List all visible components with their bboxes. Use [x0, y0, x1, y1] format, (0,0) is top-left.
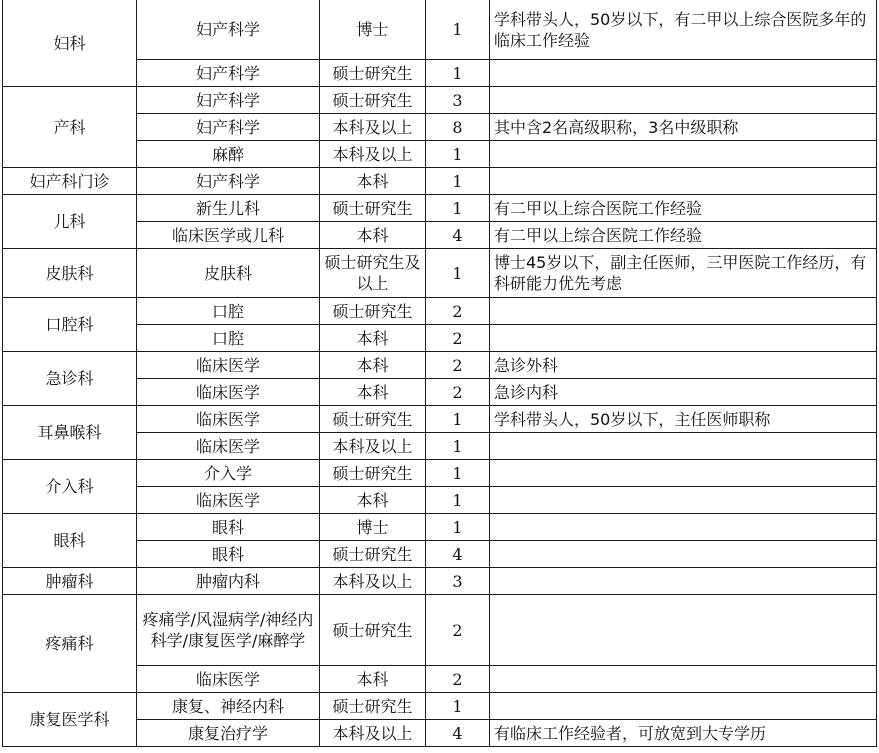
- major-cell[interactable]: 临床医学: [137, 433, 320, 460]
- major-cell[interactable]: 临床医学: [137, 379, 320, 406]
- table-row: [3, 168, 877, 195]
- requirement-cell[interactable]: [490, 487, 877, 514]
- degree-cell[interactable]: 硕士研究生: [320, 595, 426, 666]
- department-cell[interactable]: 妇产科门诊: [3, 168, 137, 195]
- recruitment-table-body: [3, 0, 877, 747]
- table-row: [3, 195, 877, 222]
- degree-cell[interactable]: 硕士研究生: [320, 195, 426, 222]
- department-cell[interactable]: 介入科: [3, 460, 137, 514]
- table-row: [3, 406, 877, 433]
- table-row: [3, 568, 877, 595]
- requirement-cell[interactable]: [490, 141, 877, 168]
- requirement-cell[interactable]: [490, 433, 877, 460]
- count-cell[interactable]: 1: [426, 406, 490, 433]
- requirement-cell[interactable]: [490, 298, 877, 325]
- count-cell[interactable]: 2: [426, 666, 490, 693]
- major-cell[interactable]: 介入学: [137, 460, 320, 487]
- department-cell[interactable]: 耳鼻喉科: [3, 406, 137, 460]
- requirement-cell[interactable]: 博士45岁以下，副主任医师，三甲医院工作经历，有科研能力优先考虑: [490, 249, 877, 298]
- count-cell[interactable]: 8: [426, 114, 490, 141]
- degree-cell[interactable]: 本科: [320, 666, 426, 693]
- table-row: [3, 595, 877, 666]
- degree-cell[interactable]: 硕士研究生: [320, 298, 426, 325]
- requirement-cell[interactable]: [490, 168, 877, 195]
- department-cell[interactable]: 肿瘤科: [3, 568, 137, 595]
- major-cell[interactable]: 口腔: [137, 298, 320, 325]
- degree-cell[interactable]: 博士: [320, 514, 426, 541]
- degree-cell[interactable]: 硕士研究生: [320, 693, 426, 720]
- major-cell[interactable]: 妇产科学: [137, 87, 320, 114]
- department-cell[interactable]: 口腔科: [3, 298, 137, 352]
- major-cell[interactable]: 康复治疗学: [137, 720, 320, 747]
- recruitment-table: [2, 0, 877, 747]
- requirement-cell[interactable]: 有二甲以上综合医院工作经验: [490, 195, 877, 222]
- requirement-cell[interactable]: 有临床工作经验者，可放宽到大专学历: [490, 720, 877, 747]
- requirement-cell[interactable]: [490, 666, 877, 693]
- count-cell[interactable]: 1: [426, 514, 490, 541]
- count-cell[interactable]: 1: [426, 168, 490, 195]
- degree-cell[interactable]: 本科: [320, 487, 426, 514]
- major-cell[interactable]: 妇产科学: [137, 114, 320, 141]
- requirement-cell[interactable]: 有二甲以上综合医院工作经验: [490, 222, 877, 249]
- table-row: [3, 693, 877, 720]
- count-cell[interactable]: 3: [426, 568, 490, 595]
- department-cell[interactable]: 康复医学科: [3, 693, 137, 747]
- requirement-cell[interactable]: [490, 693, 877, 720]
- count-cell[interactable]: 2: [426, 352, 490, 379]
- table-row: [3, 514, 877, 541]
- count-cell[interactable]: 1: [426, 487, 490, 514]
- table-row: [3, 460, 877, 487]
- count-cell[interactable]: 1: [426, 693, 490, 720]
- major-cell[interactable]: 康复、神经内科: [137, 693, 320, 720]
- count-cell[interactable]: 2: [426, 298, 490, 325]
- count-cell[interactable]: 2: [426, 595, 490, 666]
- count-cell[interactable]: 1: [426, 141, 490, 168]
- degree-cell[interactable]: 硕士研究生: [320, 60, 426, 87]
- department-cell[interactable]: 儿科: [3, 195, 137, 249]
- count-cell[interactable]: 2: [426, 325, 490, 352]
- major-cell[interactable]: 新生儿科: [137, 195, 320, 222]
- table-row: [3, 298, 877, 325]
- department-cell[interactable]: 产科: [3, 87, 137, 168]
- count-cell[interactable]: 1: [426, 195, 490, 222]
- major-cell[interactable]: 妇产科学: [137, 60, 320, 87]
- requirement-cell[interactable]: [490, 541, 877, 568]
- count-cell[interactable]: 2: [426, 379, 490, 406]
- requirement-cell[interactable]: [490, 460, 877, 487]
- count-cell[interactable]: 1: [426, 60, 490, 87]
- count-cell[interactable]: 4: [426, 222, 490, 249]
- department-cell[interactable]: 疼痛科: [3, 595, 137, 693]
- requirement-cell[interactable]: [490, 595, 877, 666]
- degree-cell[interactable]: 本科及以上: [320, 141, 426, 168]
- table-row: [3, 352, 877, 379]
- count-cell[interactable]: 4: [426, 720, 490, 747]
- degree-cell[interactable]: 硕士研究生及以上: [320, 249, 426, 298]
- department-cell[interactable]: 妇科: [3, 0, 137, 87]
- degree-cell[interactable]: 本科: [320, 352, 426, 379]
- major-cell[interactable]: 眼科: [137, 541, 320, 568]
- count-cell[interactable]: 1: [426, 433, 490, 460]
- major-cell[interactable]: 口腔: [137, 325, 320, 352]
- count-cell[interactable]: 3: [426, 87, 490, 114]
- count-cell[interactable]: 1: [426, 249, 490, 298]
- major-cell[interactable]: 妇产科学: [137, 168, 320, 195]
- major-cell[interactable]: 临床医学: [137, 487, 320, 514]
- degree-cell[interactable]: 本科及以上: [320, 720, 426, 747]
- requirement-cell[interactable]: [490, 325, 877, 352]
- major-cell[interactable]: 临床医学: [137, 352, 320, 379]
- degree-cell[interactable]: 本科: [320, 222, 426, 249]
- degree-cell[interactable]: 博士: [320, 0, 426, 60]
- major-cell[interactable]: 疼痛学/风湿病学/神经内科学/康复医学/麻醉学: [137, 595, 320, 666]
- department-cell[interactable]: 眼科: [3, 514, 137, 568]
- count-cell[interactable]: 1: [426, 0, 490, 60]
- degree-cell[interactable]: 本科及以上: [320, 114, 426, 141]
- requirement-cell[interactable]: 学科带头人，50岁以下，主任医师职称: [490, 406, 877, 433]
- degree-cell[interactable]: 硕士研究生: [320, 541, 426, 568]
- count-cell[interactable]: 4: [426, 541, 490, 568]
- department-cell[interactable]: 急诊科: [3, 352, 137, 406]
- count-cell[interactable]: 1: [426, 460, 490, 487]
- requirement-cell[interactable]: 学科带头人，50岁以下，有二甲以上综合医院多年的临床工作经验: [490, 0, 877, 60]
- requirement-cell[interactable]: [490, 87, 877, 114]
- major-cell[interactable]: 临床医学或儿科: [137, 222, 320, 249]
- table-row: [3, 0, 877, 60]
- major-cell[interactable]: 肿瘤内科: [137, 568, 320, 595]
- degree-cell[interactable]: 本科: [320, 379, 426, 406]
- major-cell[interactable]: 麻醉: [137, 141, 320, 168]
- requirement-cell[interactable]: [490, 60, 877, 87]
- major-cell[interactable]: 皮肤科: [137, 249, 320, 298]
- department-cell[interactable]: 皮肤科: [3, 249, 137, 298]
- requirement-cell[interactable]: 急诊外科: [490, 352, 877, 379]
- degree-cell[interactable]: 硕士研究生: [320, 406, 426, 433]
- major-cell[interactable]: 妇产科学: [137, 0, 320, 60]
- requirement-cell[interactable]: 急诊内科: [490, 379, 877, 406]
- requirement-cell[interactable]: 其中含2名高级职称，3名中级职称: [490, 114, 877, 141]
- major-cell[interactable]: 临床医学: [137, 666, 320, 693]
- requirement-cell[interactable]: [490, 514, 877, 541]
- major-cell[interactable]: 眼科: [137, 514, 320, 541]
- degree-cell[interactable]: 硕士研究生: [320, 87, 426, 114]
- degree-cell[interactable]: 本科及以上: [320, 433, 426, 460]
- table-row: [3, 87, 877, 114]
- table-row: [3, 249, 877, 298]
- degree-cell[interactable]: 本科: [320, 168, 426, 195]
- major-cell[interactable]: 临床医学: [137, 406, 320, 433]
- degree-cell[interactable]: 本科: [320, 325, 426, 352]
- degree-cell[interactable]: 硕士研究生: [320, 460, 426, 487]
- degree-cell[interactable]: 本科及以上: [320, 568, 426, 595]
- requirement-cell[interactable]: [490, 568, 877, 595]
